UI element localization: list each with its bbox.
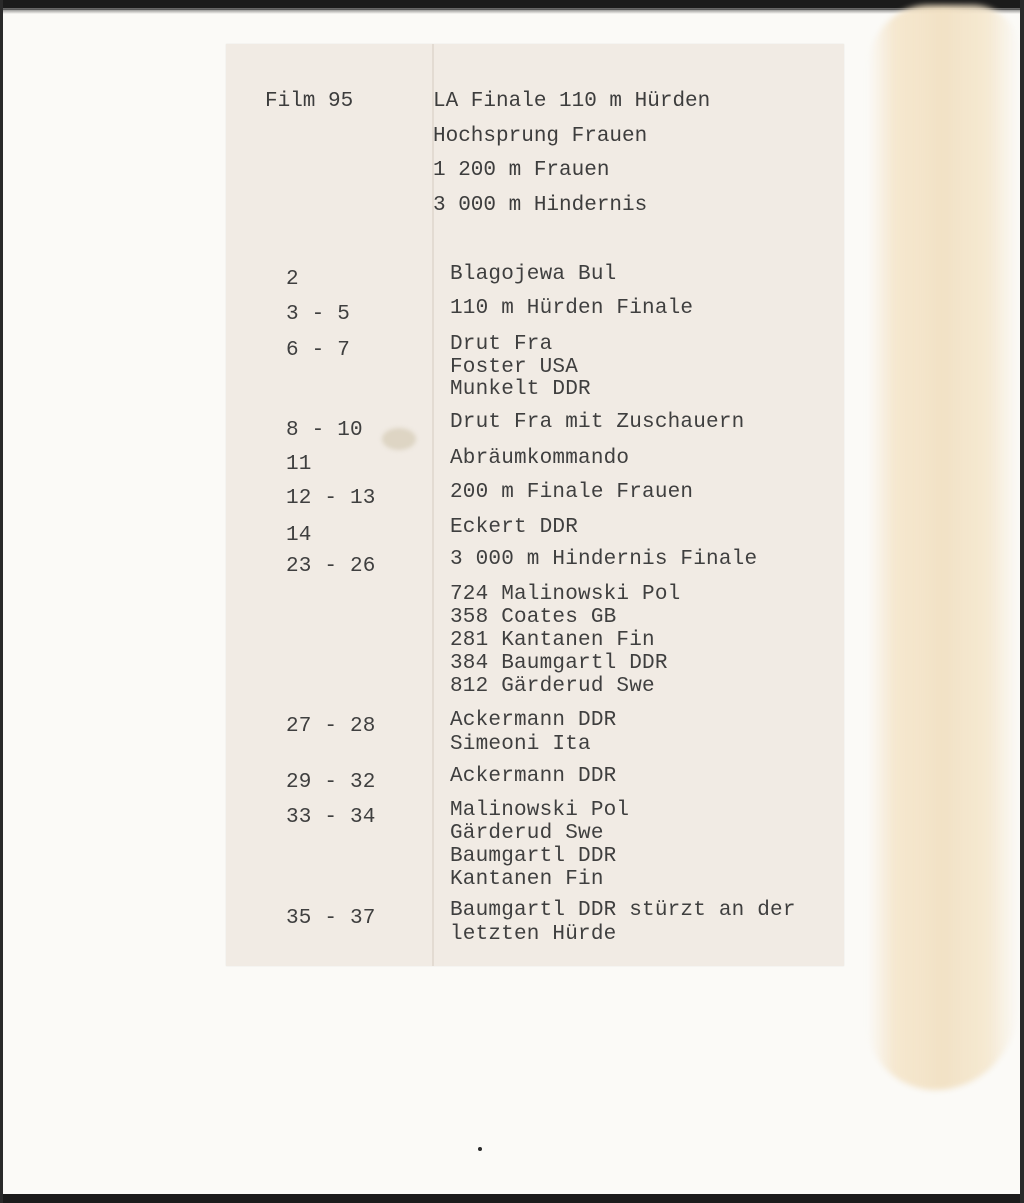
entry-line: Foster USA	[450, 356, 579, 379]
header-line-2: Hochsprung Frauen	[433, 125, 648, 148]
entry-line: 200 m Finale Frauen	[450, 481, 694, 504]
entry-line: Ackermann DDR	[450, 709, 617, 732]
entry-line: 3 000 m Hindernis Finale	[450, 548, 758, 571]
film-label: Film 95	[265, 90, 354, 113]
entry-line: Drut Fra mit Zuschauern	[450, 411, 745, 434]
frame-number: 29 - 32	[286, 771, 376, 794]
entry-line: 110 m Hürden Finale	[450, 297, 694, 320]
bottom-scan-border	[0, 1194, 1024, 1203]
entry-line: 281 Kantanen Fin	[450, 629, 655, 652]
entry-line: Ackermann DDR	[450, 765, 617, 788]
frame-number: 8 - 10	[286, 419, 363, 442]
tape-residue-stain	[868, 5, 1018, 1090]
frame-number: 14	[286, 524, 312, 547]
header-line-1: LA Finale 110 m Hürden	[433, 90, 711, 113]
frame-number: 3 - 5	[286, 303, 351, 326]
frame-number: 11	[286, 453, 312, 476]
right-scan-border	[1020, 0, 1024, 1203]
entry-line: 724 Malinowski Pol	[450, 583, 681, 606]
paper-stain	[382, 428, 416, 450]
frame-number: 33 - 34	[286, 806, 376, 829]
entry-line: Gärderud Swe	[450, 822, 604, 845]
entry-line: Baumgartl DDR stürzt an der	[450, 899, 796, 922]
entry-line: Baumgartl DDR	[450, 845, 617, 868]
frame-number: 23 - 26	[286, 555, 376, 578]
frame-number: 6 - 7	[286, 339, 351, 362]
entry-line: 812 Gärderud Swe	[450, 675, 655, 698]
frame-number: 2	[286, 268, 299, 291]
entry-line: Kantanen Fin	[450, 868, 604, 891]
entry-line: Munkelt DDR	[450, 378, 591, 401]
entry-line: 384 Baumgartl DDR	[450, 652, 668, 675]
entry-line: Malinowski Pol	[450, 799, 630, 822]
frame-number: 12 - 13	[286, 487, 376, 510]
frame-number: 27 - 28	[286, 715, 376, 738]
header-line-3: 1 200 m Frauen	[433, 159, 610, 182]
entry-line: 358 Coates GB	[450, 606, 617, 629]
top-scan-border	[0, 0, 1024, 10]
left-scan-border	[0, 0, 3, 1203]
entry-line: Abräumkommando	[450, 447, 630, 470]
header-line-4: 3 000 m Hindernis	[433, 194, 648, 217]
dust-speck	[478, 1147, 482, 1151]
entry-line: Eckert DDR	[450, 516, 579, 539]
entry-line: letzten Hürde	[450, 923, 617, 946]
frame-number: 35 - 37	[286, 907, 376, 930]
entry-line: Drut Fra	[450, 333, 553, 356]
entry-line: Simeoni Ita	[450, 733, 591, 756]
entry-line: Blagojewa Bul	[450, 263, 617, 286]
